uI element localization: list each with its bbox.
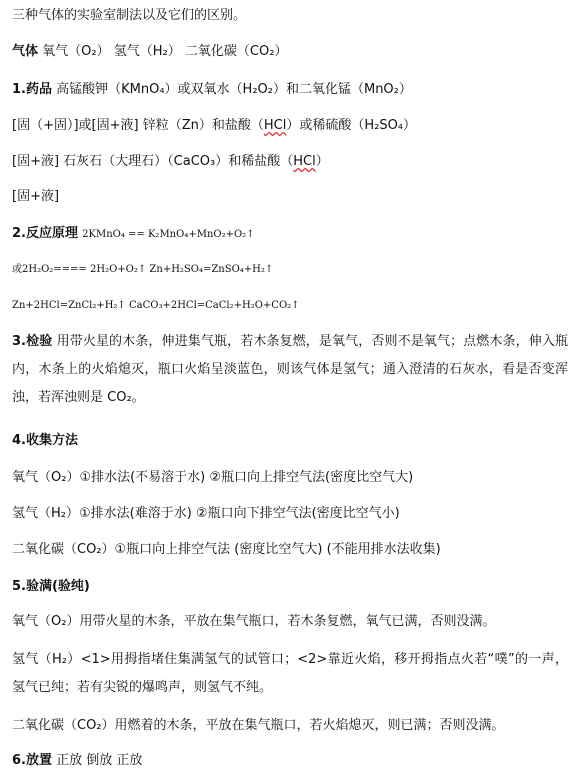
reaction-line-1 <box>12 224 568 245</box>
equation-2: 或2H₂O₂==== 2H₂O+O₂↑ Zn+H₂SO₄=ZnSO₄+H₂↑ <box>12 264 274 275</box>
gases-row <box>12 42 568 62</box>
drugs-line2-b: ）或稀硫酸（H₂SO₄） <box>286 118 417 133</box>
collect-o2: 氧气（O₂）①排水法(不易溶于水) ②瓶口向上排空气法(密度比空气大) <box>12 470 414 485</box>
drugs-line2-a: [固（+固）]或[固+液] 锌粒（Zn）和盐酸（ <box>12 118 264 133</box>
drugs-line-1 <box>12 80 568 100</box>
drugs-text: 高锰酸钾（KMnO₄）或双氧水（H₂O₂）和二氧化锰（MnO₂） <box>56 82 412 97</box>
full-label: 5.验满(验纯) <box>12 579 90 594</box>
drugs-line-3 <box>12 152 568 172</box>
doc-title: 三种气体的实验室制法以及它们的区别。 <box>12 8 247 23</box>
drugs-line3-a: [固+液] 石灰石（大理石）（CaCO₃）和稀盐酸（ <box>12 154 294 169</box>
gas-h2: 氢气（H₂） <box>113 44 181 59</box>
collect-co2: 二氧化碳（CO₂）①瓶口向上排空气法 (密度比空气大) (不能用排水法收集) <box>12 542 441 557</box>
inspect-paragraph <box>12 328 568 412</box>
drugs-label: 1.药品 <box>12 82 52 97</box>
place-text: 正放 倒放 正放 <box>56 753 143 768</box>
reaction-label: 2.反应原理 <box>12 226 78 241</box>
collect-label: 4.收集方法 <box>12 433 78 448</box>
hcl-term-2: HCl <box>293 154 316 169</box>
gases-label: 气体 <box>12 44 39 59</box>
full-o2: 氧气（O₂）用带火星的木条，平放在集气瓶口，若木条复燃，氧气已满，否则没满。 <box>12 614 496 629</box>
drugs-line3-b: ） <box>315 154 329 169</box>
place-label: 6.放置 <box>12 753 52 768</box>
drugs-line-2 <box>12 116 568 136</box>
collect-h2: 氢气（H₂）①排水法(难溶于水) ②瓶口向下排空气法(密度比空气小) <box>12 506 400 521</box>
place-line <box>12 751 568 771</box>
gas-co2: 二氧化碳（CO₂） <box>184 44 288 59</box>
drugs-line-4: [固+液] <box>12 189 60 204</box>
equation-3: Zn+2HCl=ZnCl₂+H₂↑ CaCO₃+2HCl=CaCl₂+H₂O+CO₂↑ <box>12 300 300 311</box>
full-co2: 二氧化碳（CO₂）用燃着的木条，平放在集气瓶口，若火焰熄灭，则已满；否则没满。 <box>12 718 505 733</box>
hcl-term: HCl <box>263 118 287 133</box>
equation-1: 2KMnO₄ == K₂MnO₄+MnO₂+O₂↑ <box>82 229 255 240</box>
inspect-text: 用带火星的木条，伸进集气瓶，若木条复燃，是氧气，否则不是氧气；点燃木条，伸入瓶内，木条上的火焰熄灭，瓶口火焰呈淡蓝色，则该气体是氢气；通入澄清的石灰水，看是否变浑浊，若浑浊则是 CO₂。 <box>12 334 568 405</box>
full-h2: 氢气（H₂）<1>用拇指堵住集满氢气的试管口；<2>靠近火焰，移开拇指点火若“噗”的一声，氢气已纯；若有尖锐的爆鸣声，则氢气不纯。 <box>12 652 568 695</box>
inspect-label: 3.检验 <box>12 334 53 349</box>
gas-o2: 氧气（O₂） <box>42 44 110 59</box>
